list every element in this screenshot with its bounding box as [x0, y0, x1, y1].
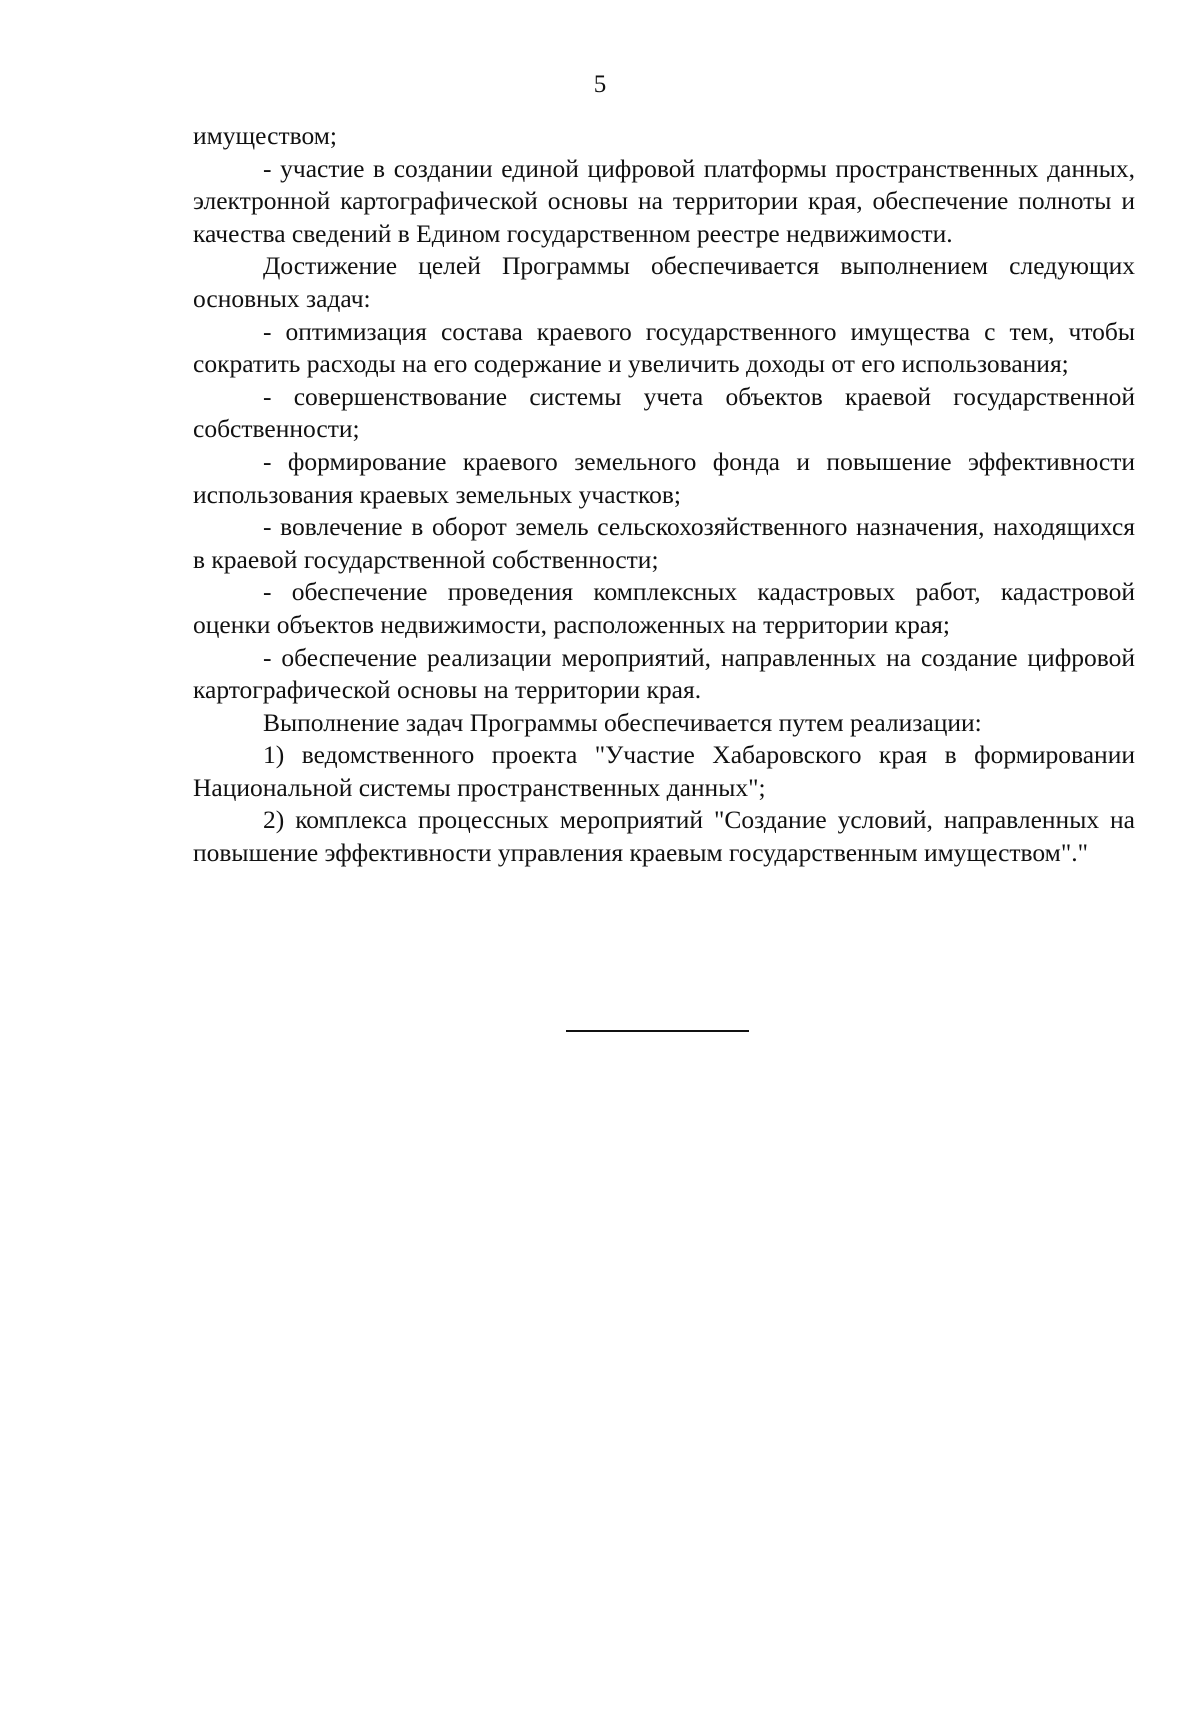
end-of-document-rule: [566, 1030, 749, 1032]
paragraph: 2) комплекса процессных мероприятий "Создание условий, направленных на повышение эффективности управления краевым государственным имуществом".": [193, 805, 1135, 868]
paragraph: Достижение целей Программы обеспечивается выполнением следующих основных задач:: [193, 251, 1135, 313]
paragraph: имуществом;: [193, 121, 337, 150]
paragraph: - участие в создании единой цифровой платформы пространственных данных, электронной картографической основы на территории края, обеспечение полноты и качества сведений в Едином государственном реестре недвижимости.: [193, 153, 1135, 248]
document-body: [193, 120, 1135, 870]
paragraph: - совершенствование системы учета объектов краевой государственной собственности;: [193, 381, 1135, 444]
paragraph: 1) ведомственного проекта "Участие Хабаровского края в формировании Национальной системы пространственных данных";: [193, 740, 1135, 802]
paragraph: - обеспечение реализации мероприятий, направленных на создание цифровой картографической основы на территории края.: [193, 642, 1135, 705]
page-number: 5: [593, 71, 607, 98]
paragraph: - формирование краевого земельного фонда и повышение эффективности использования краевых земельных участков;: [193, 446, 1135, 509]
paragraph: - вовлечение в оборот земель сельскохозяйственного назначения, находящихся в краевой государственной собственности;: [193, 512, 1135, 574]
paragraph: - обеспечение проведения комплексных кадастровых работ, кадастровой оценки объектов недвижимости, расположенных на территории края;: [193, 577, 1135, 639]
paragraph: Выполнение задач Программы обеспечивается путем реализации:: [263, 707, 982, 737]
paragraph: - оптимизация состава краевого государственного имущества с тем, чтобы сократить расходы на его содержание и увеличить доходы от его использования;: [193, 316, 1135, 379]
